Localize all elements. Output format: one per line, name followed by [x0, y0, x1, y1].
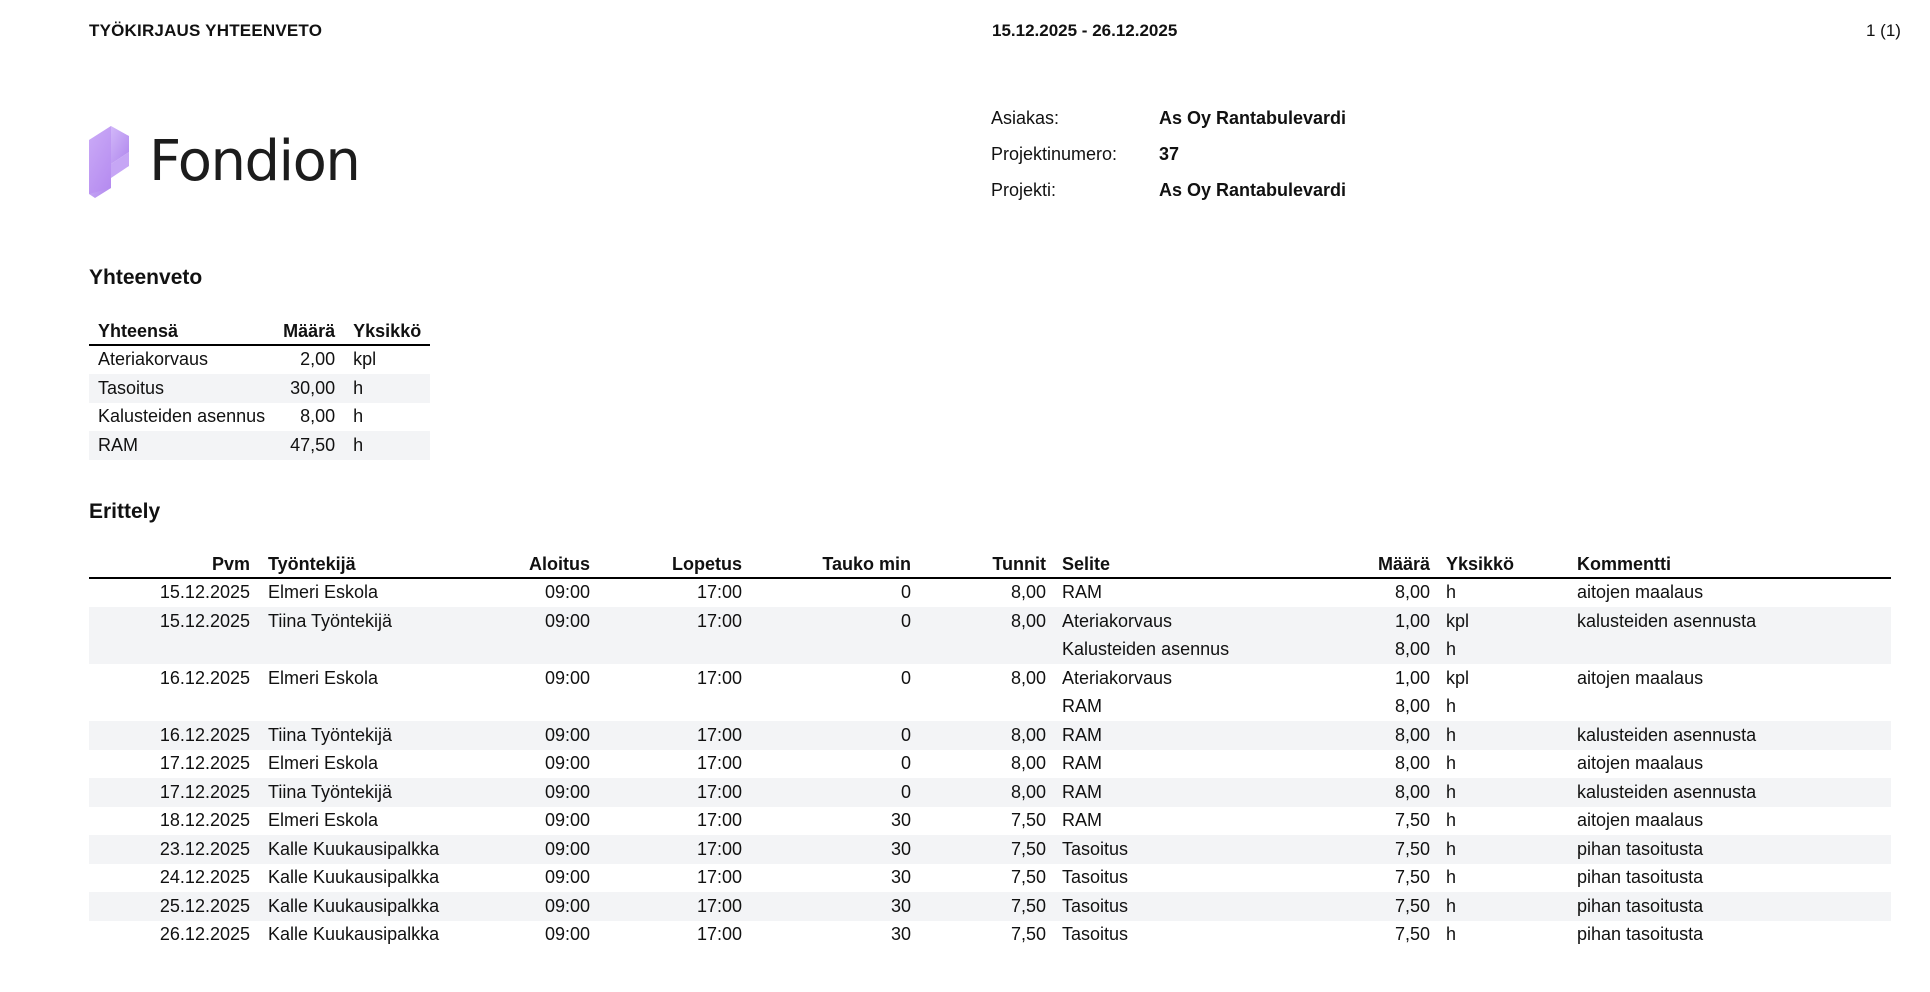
- cell-hours: [911, 636, 1046, 665]
- cell-comment: pihan tasoitusta: [1577, 835, 1891, 864]
- cell-start: 09:00: [544, 810, 590, 831]
- cell-comment: aitojen maalaus: [1577, 582, 1704, 603]
- cell-unit: h: [1446, 753, 1457, 774]
- cell-date: 16.12.2025: [89, 721, 250, 750]
- cell-date: 23.12.2025: [89, 835, 250, 864]
- cell-break: 0: [900, 582, 911, 603]
- cell-start: 09:00: [544, 753, 590, 774]
- cell-employee: Kalle Kuukausipalkka: [268, 924, 440, 945]
- cell-employee: Kalle Kuukausipalkka: [250, 892, 519, 921]
- cell-employee: Elmeri Eskola: [268, 810, 379, 831]
- table-row: [89, 778, 1891, 807]
- cell-start: [519, 693, 590, 722]
- cell-desc: RAM: [1062, 753, 1102, 774]
- cell-comment: aitojen maalaus: [1577, 753, 1704, 774]
- cell-hours: 8,00: [911, 607, 1046, 636]
- summary-unit: h: [353, 406, 364, 427]
- cell-amount: 7,50: [1394, 867, 1430, 888]
- logo-text: Fondion: [149, 129, 360, 194]
- project-meta: [991, 100, 1346, 208]
- cell-amount: 8,00: [1394, 696, 1430, 717]
- cell-unit: kpl: [1430, 607, 1577, 636]
- cell-amount: 1,00: [1352, 607, 1430, 636]
- cell-desc: RAM: [1062, 810, 1102, 831]
- cell-hours: 7,50: [1010, 810, 1046, 831]
- cell-comment: aitojen maalaus: [1577, 667, 1704, 688]
- summary-title: Yhteenveto: [89, 266, 203, 289]
- cell-unit: h: [1430, 778, 1577, 807]
- cell-desc: Tasoitus: [1062, 867, 1129, 888]
- col-header-start: Aloitus: [519, 546, 590, 578]
- cell-end: 17:00: [696, 810, 742, 831]
- cell-end: 17:00: [696, 867, 742, 888]
- cell-employee: Elmeri Eskola: [268, 753, 379, 774]
- cell-unit: h: [1446, 810, 1457, 831]
- cell-comment: [1577, 636, 1891, 665]
- col-header-unit: Yksikkö: [1430, 546, 1577, 578]
- cell-start: 09:00: [544, 867, 590, 888]
- col-header-break: Tauko min: [742, 546, 911, 578]
- cell-date: 15.12.2025: [159, 582, 250, 603]
- table-row: [89, 431, 430, 460]
- meta-row-project-number: [991, 136, 1346, 172]
- cell-break: [742, 693, 911, 722]
- cell-comment: aitojen maalaus: [1577, 810, 1704, 831]
- cell-unit: h: [1446, 582, 1457, 603]
- cell-amount: 8,00: [1352, 721, 1430, 750]
- cell-end: 17:00: [696, 924, 742, 945]
- col-header-amount: Määrä: [274, 313, 344, 345]
- cell-date: 26.12.2025: [159, 924, 250, 945]
- cell-end: 17:00: [590, 607, 742, 636]
- cell-amount: 8,00: [1394, 582, 1430, 603]
- cell-employee: Tiina Työntekijä: [250, 721, 519, 750]
- cell-date: 17.12.2025: [89, 778, 250, 807]
- cell-employee: Tiina Työntekijä: [250, 778, 519, 807]
- cell-employee: Elmeri Eskola: [268, 582, 379, 603]
- cell-desc: Ateriakorvaus: [1062, 667, 1173, 688]
- details-title: Erittely: [89, 500, 161, 523]
- meta-label: Projekti:: [991, 179, 1057, 200]
- cell-end: [590, 636, 742, 665]
- cell-hours: 7,50: [911, 835, 1046, 864]
- company-logo: [89, 126, 389, 198]
- cell-hours: [911, 693, 1046, 722]
- cell-break: 0: [900, 667, 911, 688]
- cell-employee: Elmeri Eskola: [268, 667, 379, 688]
- cell-end: 17:00: [696, 582, 742, 603]
- cell-hours: 8,00: [1010, 667, 1046, 688]
- summary-unit: h: [344, 431, 430, 460]
- summary-name: Tasoitus: [89, 374, 274, 403]
- cell-unit: h: [1430, 721, 1577, 750]
- cell-break: 30: [742, 892, 911, 921]
- report-title: TYÖKIRJAUS YHTEENVETO: [89, 21, 323, 40]
- table-row: [89, 864, 1891, 893]
- summary-unit: kpl: [353, 349, 377, 370]
- cell-comment: kalusteiden asennusta: [1577, 607, 1891, 636]
- cell-comment: pihan tasoitusta: [1577, 867, 1704, 888]
- cell-break: 0: [742, 607, 911, 636]
- cell-end: 17:00: [590, 778, 742, 807]
- summary-amount: 2,00: [300, 349, 336, 370]
- meta-row-customer: [991, 100, 1346, 136]
- col-header-end: Lopetus: [590, 546, 742, 578]
- cell-amount: 1,00: [1394, 667, 1430, 688]
- cell-start: 09:00: [544, 582, 590, 603]
- fondion-logo-icon: [89, 126, 131, 198]
- cell-amount: 8,00: [1352, 636, 1430, 665]
- date-range: 15.12.2025 - 26.12.2025: [992, 21, 1178, 40]
- cell-desc: RAM: [1046, 721, 1352, 750]
- meta-row-project: [991, 172, 1346, 208]
- cell-break: 30: [890, 924, 911, 945]
- page-number: 1 (1): [1866, 21, 1901, 40]
- cell-hours: 7,50: [911, 892, 1046, 921]
- table-row: [89, 892, 1891, 921]
- cell-unit: h: [1446, 696, 1457, 717]
- cell-break: [742, 636, 911, 665]
- table-row: [89, 374, 430, 403]
- cell-hours: 8,00: [911, 778, 1046, 807]
- cell-hours: 7,50: [1010, 867, 1046, 888]
- cell-desc: Tasoitus: [1046, 835, 1352, 864]
- summary-name: Ateriakorvaus: [98, 349, 209, 370]
- summary-name: RAM: [89, 431, 274, 460]
- table-row: [89, 835, 1891, 864]
- cell-employee: Kalle Kuukausipalkka: [268, 867, 440, 888]
- cell-date: [89, 693, 250, 722]
- cell-amount: 8,00: [1352, 778, 1430, 807]
- summary-amount: 47,50: [274, 431, 344, 460]
- cell-end: 17:00: [590, 721, 742, 750]
- cell-break: 30: [890, 867, 911, 888]
- details-table: [89, 546, 1891, 949]
- cell-desc: Tasoitus: [1046, 892, 1352, 921]
- meta-label: Projektinumero:: [991, 143, 1118, 164]
- cell-break: 0: [742, 778, 911, 807]
- table-row: [89, 607, 1891, 636]
- cell-end: 17:00: [590, 835, 742, 864]
- cell-unit: h: [1446, 867, 1457, 888]
- cell-date: 18.12.2025: [159, 810, 250, 831]
- cell-employee: [250, 693, 519, 722]
- table-row: [89, 807, 1891, 836]
- cell-date: 16.12.2025: [159, 667, 250, 688]
- cell-employee: Tiina Työntekijä: [250, 607, 519, 636]
- cell-start: 09:00: [519, 835, 590, 864]
- summary-unit: h: [344, 374, 430, 403]
- cell-amount: 7,50: [1352, 892, 1430, 921]
- cell-unit: h: [1430, 892, 1577, 921]
- cell-comment: pihan tasoitusta: [1577, 924, 1704, 945]
- meta-value: As Oy Rantabulevardi: [1159, 107, 1347, 128]
- cell-comment: kalusteiden asennusta: [1577, 778, 1891, 807]
- col-header-date: Pvm: [89, 546, 250, 578]
- cell-end: 17:00: [696, 667, 742, 688]
- cell-break: 30: [890, 810, 911, 831]
- meta-value: As Oy Rantabulevardi: [1159, 179, 1347, 200]
- cell-unit: h: [1430, 636, 1577, 665]
- cell-end: [590, 693, 742, 722]
- col-header-description: Selite: [1046, 546, 1352, 578]
- cell-start: 09:00: [519, 892, 590, 921]
- cell-date: 15.12.2025: [89, 607, 250, 636]
- table-row: [89, 636, 1891, 665]
- cell-desc: Kalusteiden asennus: [1046, 636, 1352, 665]
- cell-start: [519, 636, 590, 665]
- cell-desc: Tasoitus: [1062, 924, 1129, 945]
- table-row: [89, 921, 1891, 950]
- cell-desc: RAM: [1062, 696, 1102, 717]
- cell-break: 0: [742, 721, 911, 750]
- cell-date: [89, 636, 250, 665]
- cell-date: 25.12.2025: [89, 892, 250, 921]
- cell-desc: RAM: [1046, 778, 1352, 807]
- cell-comment: kalusteiden asennusta: [1577, 721, 1891, 750]
- cell-unit: h: [1430, 835, 1577, 864]
- col-header-comment: Kommentti: [1577, 546, 1891, 578]
- cell-start: 09:00: [519, 607, 590, 636]
- cell-break: 0: [900, 753, 911, 774]
- cell-hours: 8,00: [1010, 582, 1046, 603]
- cell-break: 30: [742, 835, 911, 864]
- cell-start: 09:00: [544, 667, 590, 688]
- table-row: [89, 693, 1891, 722]
- cell-end: 17:00: [590, 892, 742, 921]
- table-row: [89, 721, 1891, 750]
- cell-comment: pihan tasoitusta: [1577, 892, 1891, 921]
- table-row: [89, 578, 1891, 608]
- table-row: [89, 750, 1891, 779]
- cell-hours: 7,50: [1010, 924, 1046, 945]
- summary-amount: 30,00: [274, 374, 344, 403]
- summary-table: [89, 313, 430, 460]
- cell-hours: 8,00: [1010, 753, 1046, 774]
- cell-hours: 8,00: [911, 721, 1046, 750]
- table-row: [89, 345, 430, 375]
- summary-header-row: [89, 313, 430, 345]
- summary-amount: 8,00: [300, 406, 336, 427]
- cell-comment: [1577, 693, 1891, 722]
- cell-employee: [250, 636, 519, 665]
- cell-unit: h: [1446, 924, 1457, 945]
- cell-amount: 8,00: [1394, 753, 1430, 774]
- cell-amount: 7,50: [1394, 924, 1430, 945]
- col-header-total: Yhteensä: [89, 313, 274, 345]
- col-header-employee: Työntekijä: [250, 546, 519, 578]
- cell-amount: 7,50: [1394, 810, 1430, 831]
- cell-start: 09:00: [519, 721, 590, 750]
- col-header-unit: Yksikkö: [344, 313, 430, 345]
- cell-unit: kpl: [1446, 667, 1470, 688]
- summary-name: Kalusteiden asennus: [98, 406, 266, 427]
- cell-date: 24.12.2025: [159, 867, 250, 888]
- cell-amount: 7,50: [1352, 835, 1430, 864]
- cell-start: 09:00: [519, 778, 590, 807]
- col-header-amount: Määrä: [1352, 546, 1430, 578]
- meta-value: 37: [1159, 143, 1180, 164]
- cell-start: 09:00: [544, 924, 590, 945]
- details-header-row: [89, 546, 1891, 578]
- cell-end: 17:00: [696, 753, 742, 774]
- table-row: [89, 403, 430, 432]
- cell-desc: RAM: [1062, 582, 1102, 603]
- col-header-hours: Tunnit: [911, 546, 1046, 578]
- cell-employee: Kalle Kuukausipalkka: [250, 835, 519, 864]
- cell-desc: Ateriakorvaus: [1046, 607, 1352, 636]
- cell-date: 17.12.2025: [159, 753, 250, 774]
- meta-label: Asiakas:: [991, 107, 1060, 128]
- table-row: [89, 664, 1891, 693]
